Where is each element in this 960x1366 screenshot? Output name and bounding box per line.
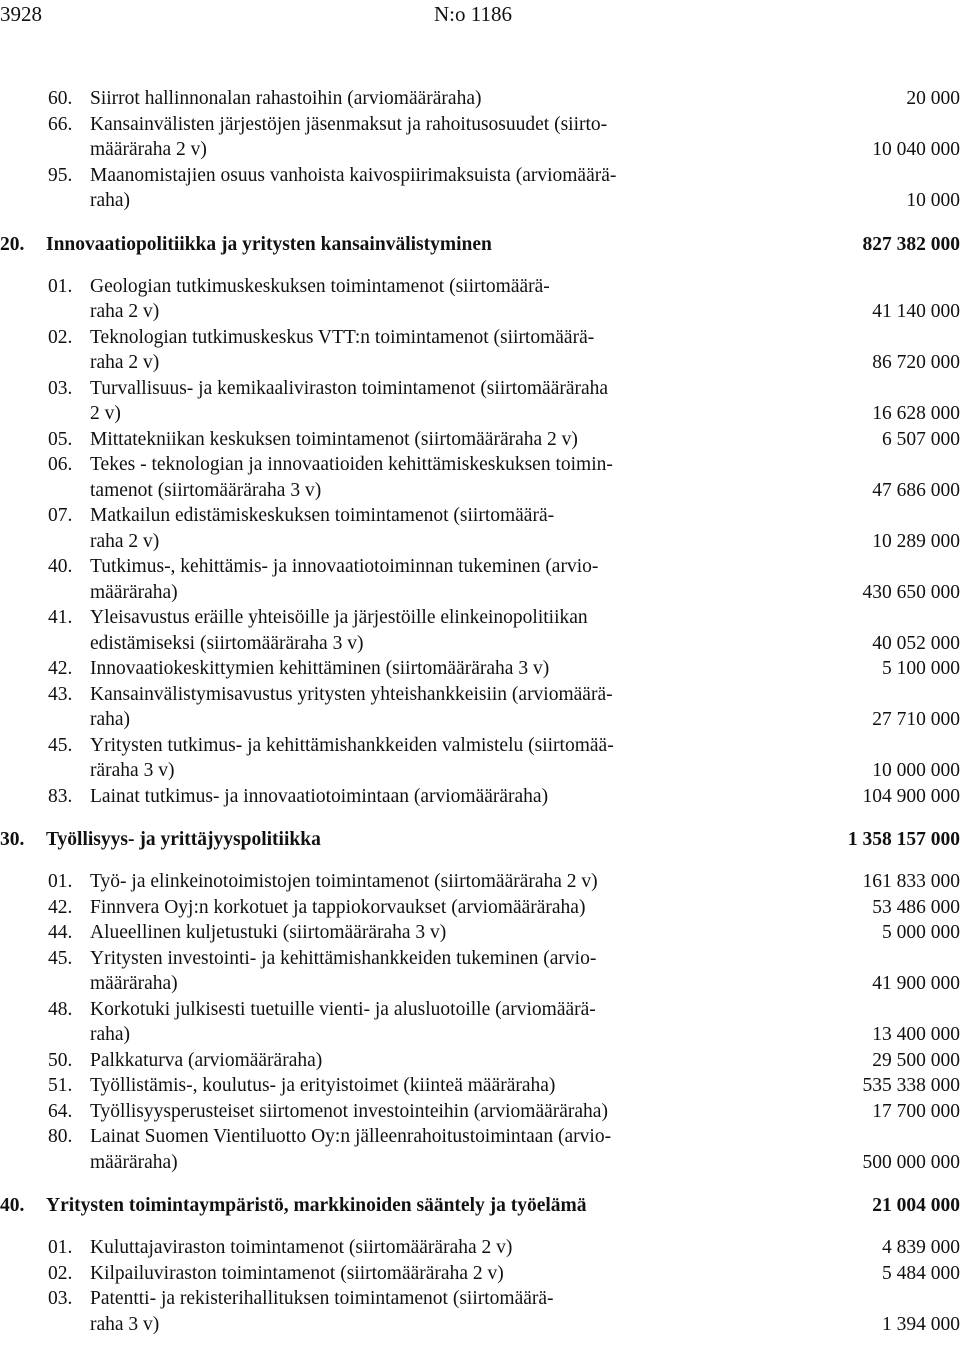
budget-list xyxy=(0,86,960,1337)
budget-item xyxy=(0,86,960,112)
budget-item xyxy=(0,163,960,214)
item-amount: 53 486 000 xyxy=(872,896,960,918)
item-number: 42. xyxy=(48,658,73,679)
item-description: Tutkimus-, kehittämis- ja innovaatiotoiminnan tukeminen (arvio- määräraha) xyxy=(90,556,599,603)
item-amount: 500 000 000 xyxy=(862,1151,960,1173)
item-number: 02. xyxy=(48,1262,73,1284)
item-number: 95. xyxy=(48,164,73,186)
item-amount: 10 289 000 xyxy=(872,530,960,552)
item-amount: 13 400 000 xyxy=(872,1024,960,1045)
item-description: Siirrot hallinnonalan rahastoihin (arviomääräraha) xyxy=(90,88,482,109)
budget-item xyxy=(0,274,960,325)
budget-item xyxy=(0,1286,960,1337)
budget-item xyxy=(0,946,960,997)
item-description: Yritysten investointi- ja kehittämishankkeiden tukeminen (arvio- määräraha) xyxy=(90,947,597,994)
item-number: 44. xyxy=(48,922,73,943)
item-description: Teknologian tutkimuskeskus VTT:n toimintamenot (siirtomäärä- raha 2 v) xyxy=(90,326,595,373)
section-spacer xyxy=(0,809,960,827)
item-description: Palkkaturva (arviomääräraha) xyxy=(90,1049,323,1071)
budget-item xyxy=(0,869,960,895)
item-amount: 1 394 000 xyxy=(882,1313,960,1335)
item-amount: 41 140 000 xyxy=(872,301,960,322)
budget-item xyxy=(0,920,960,946)
item-description: Mittatekniikan keskuksen toimintamenot (siirtomääräraha 2 v) xyxy=(90,428,578,450)
budget-item xyxy=(0,656,960,682)
budget-item xyxy=(0,452,960,503)
item-description: Kansainvälisten järjestöjen jäsenmaksut ja rahoitusosuudet (siirto- määräraha 2 v) xyxy=(90,113,608,160)
item-number: 01. xyxy=(48,871,73,892)
item-description: Matkailun edistämiskeskuksen toimintamenot (siirtomäärä- raha 2 v) xyxy=(90,505,555,552)
section-heading xyxy=(0,827,960,853)
item-description: Yritysten tutkimus- ja kehittämishankkeiden valmistelu (siirtomää- räraha 3 v) xyxy=(90,734,614,781)
section-amount: 1 358 157 000 xyxy=(847,829,960,850)
section-title: Innovaatiopolitiikka ja yritysten kansainvälistyminen xyxy=(46,233,492,255)
section-title: Yritysten toimintaympäristö, markkinoiden sääntely ja työelämä xyxy=(46,1195,587,1216)
section-spacer xyxy=(0,853,960,869)
budget-item xyxy=(0,376,960,427)
section-number: 40. xyxy=(0,1195,25,1216)
item-number: 64. xyxy=(48,1100,73,1122)
item-number: 07. xyxy=(48,505,73,526)
item-amount: 10 000 000 xyxy=(872,760,960,781)
budget-item xyxy=(0,427,960,453)
budget-item xyxy=(0,682,960,733)
section-amount: 21 004 000 xyxy=(872,1195,960,1216)
section-title: Työllisyys- ja yrittäjyyspolitiikka xyxy=(46,829,321,850)
item-number: 03. xyxy=(48,377,73,399)
budget-item xyxy=(0,1261,960,1287)
budget-item xyxy=(0,1124,960,1175)
item-description: Kilpailuviraston toimintamenot (siirtomääräraha 2 v) xyxy=(90,1262,504,1284)
item-number: 06. xyxy=(48,454,73,475)
item-description: Lainat tutkimus- ja innovaatiotoimintaan (arviomääräraha) xyxy=(90,785,549,807)
item-amount: 17 700 000 xyxy=(872,1100,960,1122)
item-amount: 5 100 000 xyxy=(882,658,960,679)
item-description: Geologian tutkimuskeskuksen toimintamenot (siirtomäärä- raha 2 v) xyxy=(90,275,550,322)
item-amount: 6 507 000 xyxy=(882,428,960,450)
section-spacer xyxy=(0,1219,960,1235)
budget-item xyxy=(0,1073,960,1099)
section-spacer xyxy=(0,214,960,232)
item-number: 02. xyxy=(48,326,73,348)
item-description: Työllistämis-, koulutus- ja erityistoimet (kiinteä määräraha) xyxy=(90,1075,556,1096)
budget-item xyxy=(0,784,960,810)
item-amount: 10 040 000 xyxy=(872,139,960,160)
budget-item xyxy=(0,733,960,784)
item-amount: 104 900 000 xyxy=(862,785,960,807)
item-number: 05. xyxy=(48,428,73,450)
item-amount: 20 000 xyxy=(906,88,960,109)
item-description: Lainat Suomen Vientiluotto Oy:n jälleenrahoitustoimintaan (arvio- määräraha) xyxy=(90,1126,612,1173)
item-description: Tekes - teknologian ja innovaatioiden kehittämiskeskuksen toimin- tamenot (siirtomääräraha 3 v) xyxy=(90,454,613,501)
section-spacer xyxy=(0,1175,960,1193)
item-number: 41. xyxy=(48,607,73,628)
budget-item xyxy=(0,503,960,554)
item-description: Kansainvälistymisavustus yritysten yhteishankkeisiin (arviomäärä- raha) xyxy=(90,683,613,730)
section-amount: 827 382 000 xyxy=(862,233,960,255)
budget-item xyxy=(0,895,960,921)
item-amount: 10 000 xyxy=(906,190,960,211)
item-amount: 86 720 000 xyxy=(872,352,960,373)
item-description: Kuluttajaviraston toimintamenot (siirtomääräraha 2 v) xyxy=(90,1237,513,1258)
item-description: Maanomistajien osuus vanhoista kaivospiirimaksuista (arviomäärä- raha) xyxy=(90,164,617,211)
section-spacer xyxy=(0,258,960,274)
page-header xyxy=(0,2,960,26)
item-description: Korkotuki julkisesti tuetuille vienti- ja alusluotoille (arviomäärä- raha) xyxy=(90,998,596,1045)
item-number: 43. xyxy=(48,683,73,705)
item-amount: 29 500 000 xyxy=(872,1049,960,1071)
budget-item xyxy=(0,554,960,605)
item-number: 42. xyxy=(48,896,73,918)
item-description: Työ- ja elinkeinotoimistojen toimintamenot (siirtomääräraha 2 v) xyxy=(90,871,598,892)
item-number: 80. xyxy=(48,1126,73,1147)
item-description: Työllisyysperusteiset siirtomenot investointeihin (arviomääräraha) xyxy=(90,1100,608,1122)
item-amount: 535 338 000 xyxy=(862,1075,960,1096)
item-number: 48. xyxy=(48,998,73,1020)
budget-item xyxy=(0,605,960,656)
budget-item xyxy=(0,1235,960,1261)
item-number: 51. xyxy=(48,1075,73,1096)
budget-item xyxy=(0,997,960,1048)
item-number: 45. xyxy=(48,734,73,756)
item-amount: 4 839 000 xyxy=(882,1237,960,1258)
item-number: 66. xyxy=(48,113,73,135)
budget-item xyxy=(0,1099,960,1125)
page-number: 3928 xyxy=(0,2,42,26)
item-number: 45. xyxy=(48,947,73,969)
item-description: Innovaatiokeskittymien kehittäminen (siirtomääräraha 3 v) xyxy=(90,658,550,679)
item-number: 50. xyxy=(48,1049,73,1071)
budget-item xyxy=(0,112,960,163)
item-number: 01. xyxy=(48,275,73,297)
item-amount: 16 628 000 xyxy=(872,403,960,424)
item-amount: 430 650 000 xyxy=(862,581,960,603)
section-number: 30. xyxy=(0,829,25,850)
item-amount: 41 900 000 xyxy=(872,973,960,994)
item-amount: 40 052 000 xyxy=(872,632,960,654)
item-amount: 5 484 000 xyxy=(882,1262,960,1284)
item-number: 83. xyxy=(48,785,73,807)
item-description: Yleisavustus eräille yhteisöille ja järjestöille elinkeinopolitiikan edistämiseksi (siirtomääräraha 3 v) xyxy=(90,607,588,654)
item-number: 01. xyxy=(48,1237,73,1258)
item-amount: 161 833 000 xyxy=(862,871,960,892)
item-amount: 5 000 000 xyxy=(882,922,960,943)
item-number: 60. xyxy=(48,88,73,109)
item-description: Finnvera Oyj:n korkotuet ja tappiokorvaukset (arviomääräraha) xyxy=(90,896,586,918)
item-description: Patentti- ja rekisterihallituksen toimintamenot (siirtomäärä- raha 3 v) xyxy=(90,1288,554,1335)
section-heading xyxy=(0,232,960,258)
section-number: 20. xyxy=(0,233,25,255)
item-description: Alueellinen kuljetustuki (siirtomääräraha 3 v) xyxy=(90,922,447,943)
item-amount: 47 686 000 xyxy=(872,479,960,501)
budget-item xyxy=(0,325,960,376)
item-description: Turvallisuus- ja kemikaaliviraston toimintamenot (siirtomääräraha 2 v) xyxy=(90,377,609,424)
budget-item xyxy=(0,1048,960,1074)
item-number: 40. xyxy=(48,556,73,577)
item-amount: 27 710 000 xyxy=(872,709,960,730)
section-heading xyxy=(0,1193,960,1219)
item-number: 03. xyxy=(48,1288,73,1309)
issue-number: N:o 1186 xyxy=(434,2,512,26)
